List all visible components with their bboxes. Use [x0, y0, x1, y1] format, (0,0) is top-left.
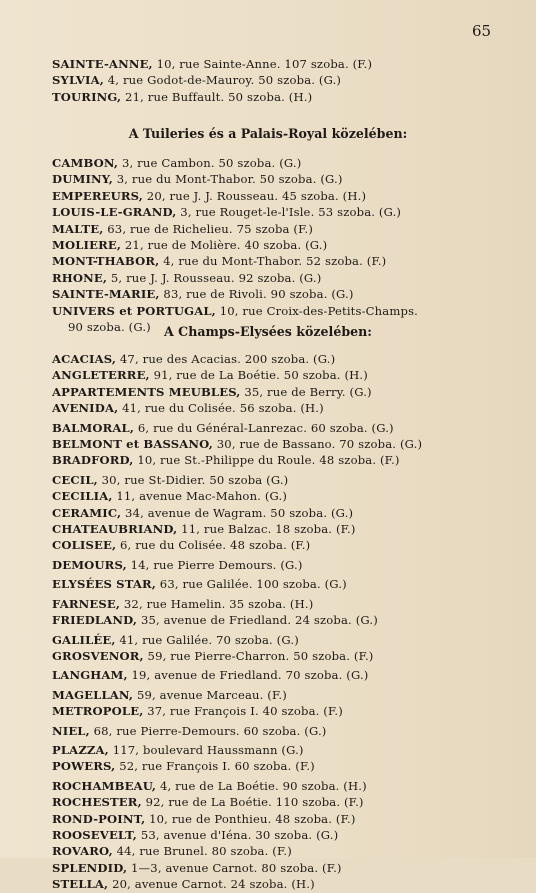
hotel-name: ROND-POINT,: [52, 811, 146, 826]
hotel-entry: [52, 351, 492, 367]
hotel-details: 68, rue Pierre-Demours. 60 szoba. (G.): [89, 723, 327, 738]
hotel-entry: [52, 188, 492, 204]
hotel-entry: [52, 367, 492, 383]
hotel-entry: [52, 420, 492, 436]
hotel-name: MONT-THABOR,: [52, 254, 160, 269]
hotel-details: 63, rue de Richelieu. 75 szoba (F.): [103, 221, 314, 236]
hotel-details: 4, rue du Mont-Thabor. 52 szoba. (F.): [159, 254, 387, 269]
hotel-details: 20, avenue Carnot. 24 szoba. (H.): [108, 877, 315, 892]
hotel-list-champs-elysees: [52, 351, 492, 893]
hotel-details: 11, avenue Mac-Mahon. (G.): [112, 489, 288, 504]
hotel-name: BALMORAL,: [52, 420, 135, 435]
hotel-details: 21, rue Buffault. 50 szoba. (H.): [121, 89, 313, 104]
hotel-entry: [52, 537, 492, 553]
hotel-entry: [52, 171, 492, 187]
hotel-name: ROCHAMBEAU,: [52, 778, 157, 793]
hotel-name: EMPEREURS,: [52, 188, 143, 203]
hotel-entry: [52, 436, 492, 452]
hotel-name: GALILÉE,: [52, 632, 116, 647]
hotel-name: ANGLETERRE,: [52, 368, 150, 383]
hotel-entry: [52, 270, 492, 286]
hotel-name: CAMBON,: [52, 156, 119, 170]
hotel-name: ACACIAS,: [52, 352, 117, 366]
hotel-details: 30, rue de Bassano. 70 szoba. (G.): [212, 437, 423, 452]
hotel-details: 37, rue François I. 40 szoba. (F.): [143, 704, 343, 719]
hotel-entry: [52, 505, 492, 521]
hotel-details: 11, rue Balzac. 18 szoba. (F.): [177, 522, 356, 537]
hotel-details: 41, rue Galilée. 70 szoba. (G.): [115, 632, 299, 647]
hotel-entry: [52, 89, 492, 105]
hotel-details: 52, rue François I. 60 szoba. (F.): [115, 759, 315, 774]
hotel-entry: [52, 648, 492, 664]
hotel-name: ROOSEVELT,: [52, 827, 137, 842]
hotel-details: 90 szoba. (G.): [68, 320, 151, 335]
section-heading-champs-elysees: A Champs-Elysées közelében:: [164, 324, 372, 339]
hotel-details: 53, avenue d'Iéna. 30 szoba. (G.): [136, 827, 339, 842]
hotel-details: 35, avenue de Friedland. 24 szoba. (G.): [137, 613, 378, 628]
hotel-details: 4, rue de La Boétie. 90 szoba. (H.): [156, 778, 367, 793]
hotel-name: LOUIS-LE-GRAND,: [52, 205, 177, 220]
hotel-name: AVENIDA,: [52, 401, 119, 416]
hotel-details: 34, avenue de Wagram. 50 szoba. (G.): [121, 505, 354, 520]
hotel-entry: [52, 286, 492, 302]
hotel-entry: [52, 521, 492, 537]
hotel-name: FARNESE,: [52, 596, 121, 611]
hotel-name: TOURING,: [52, 89, 122, 104]
hotel-name: ROCHESTER,: [52, 795, 142, 810]
hotel-entry: [52, 303, 492, 319]
page-number: 65: [472, 22, 492, 40]
hotel-entry: [52, 778, 492, 794]
hotel-entry: [52, 472, 492, 488]
hotel-details: 35, rue de Berry. (G.): [240, 384, 372, 399]
section-heading-tuileries: A Tuileries és a Palais-Royal közelében:: [128, 126, 408, 141]
hotel-name: DUMINY,: [52, 172, 113, 187]
hotel-entry: [52, 204, 492, 220]
hotel-name: MAGELLAN,: [52, 687, 134, 702]
hotel-entry: [52, 794, 492, 810]
hotel-details: 14, rue Pierre Demours. (G.): [126, 557, 303, 572]
hotel-details: 63, rue Galilée. 100 szoba. (G.): [155, 577, 347, 592]
hotel-entry: [52, 687, 492, 703]
hotel-details: 5, rue J. J. Rousseau. 92 szoba. (G.): [107, 270, 322, 285]
hotel-details: 10, rue St.-Philippe du Roule. 48 szoba. (F.): [133, 453, 400, 468]
hotel-details: 83, rue de Rivoli. 90 szoba. (G.): [159, 287, 354, 302]
hotel-entry: [52, 667, 492, 683]
hotel-name: SPLENDID,: [52, 860, 128, 875]
hotel-name: SYLVIA,: [52, 73, 104, 88]
hotel-name: POWERS,: [52, 759, 116, 774]
hotel-name: COLISEE,: [52, 538, 117, 553]
hotel-name: APPARTEMENTS MEUBLES,: [52, 384, 241, 399]
hotel-name: UNIVERS et PORTUGAL,: [52, 303, 216, 318]
hotel-name: RHONE,: [52, 270, 108, 285]
hotel-details: 32, rue Hamelin. 35 szoba. (H.): [120, 596, 314, 611]
hotel-entry: [52, 827, 492, 843]
hotel-details: 3, rue Rouget-le-l'Isle. 53 szoba. (G.): [176, 205, 402, 220]
hotel-details: 1—3, avenue Carnot. 80 szoba. (F.): [127, 860, 342, 875]
hotel-entry: [52, 237, 492, 253]
hotel-entry: [52, 253, 492, 269]
hotel-entry: [52, 612, 492, 628]
hotel-details: 59, avenue Marceau. (F.): [133, 687, 287, 702]
hotel-name: CECIL,: [52, 472, 98, 487]
hotel-details: 3, rue Cambon. 50 szoba. (G.): [118, 156, 302, 170]
hotel-details: 10, rue Croix-des-Petits-Champs.: [215, 303, 419, 318]
hotel-name: CECILIA,: [52, 489, 113, 504]
hotel-name: ROVARO,: [52, 844, 113, 859]
hotel-entry: [52, 384, 492, 400]
hotel-name: SAINTE-MARIE,: [52, 287, 160, 302]
hotel-entry: [52, 860, 492, 876]
hotel-details: 3, rue du Mont-Thabor. 50 szoba. (G.): [112, 172, 343, 187]
hotel-entry: [52, 72, 492, 88]
hotel-entry: [52, 758, 492, 774]
hotel-details: 47, rue des Acacias. 200 szoba. (G.): [116, 352, 336, 366]
hotel-entry: [52, 452, 492, 468]
hotel-entry: [52, 155, 492, 171]
hotel-name: SAINTE-ANNE,: [52, 57, 153, 71]
hotel-details: 10, rue Sainte-Anne. 107 szoba. (F.): [152, 57, 373, 71]
hotel-name: ELYSÉES STAR,: [52, 577, 156, 592]
hotel-details: 117, boulevard Haussmann (G.): [108, 742, 304, 757]
hotel-name: NIEL,: [52, 723, 90, 738]
hotel-details: 59, rue Pierre-Charron. 50 szoba. (F.): [143, 648, 374, 663]
hotel-entry: [52, 400, 492, 416]
hotel-entry: [52, 488, 492, 504]
hotel-name: LANGHAM,: [52, 668, 128, 683]
hotel-name: BELMONT et BASSANO,: [52, 437, 213, 452]
hotel-entry: [52, 221, 492, 237]
hotel-entry: [52, 843, 492, 859]
hotel-entry: [52, 576, 492, 592]
hotel-entry: [52, 811, 492, 827]
hotel-entry: [52, 557, 492, 573]
hotel-details: 20, rue J. J. Rousseau. 45 szoba. (H.): [142, 188, 367, 203]
hotel-name: METROPOLE,: [52, 704, 144, 719]
hotel-details: 21, rue de Molière. 40 szoba. (G.): [121, 238, 328, 253]
hotel-entry: [52, 876, 492, 892]
hotel-details: 41, rue du Colisée. 56 szoba. (H.): [118, 401, 324, 416]
hotel-details: 4, rue Godot-de-Mauroy. 50 szoba. (G.): [103, 73, 342, 88]
hotel-details: 6, rue du Général-Lanrezac. 60 szoba. (G.): [134, 420, 394, 435]
hotel-name: CERAMIC,: [52, 505, 122, 520]
hotel-name: DEMOURS,: [52, 557, 127, 572]
hotel-details: 91, rue de La Boétie. 50 szoba. (H.): [149, 368, 368, 383]
hotel-name: STELLA,: [52, 877, 109, 892]
hotel-details: 44, rue Brunel. 80 szoba. (F.): [112, 844, 292, 859]
hotel-name: PLAZZA,: [52, 742, 109, 757]
hotel-entry: [52, 596, 492, 612]
hotel-details: 10, rue de Ponthieu. 48 szoba. (F.): [145, 811, 356, 826]
hotel-entry: [52, 742, 492, 758]
hotel-name: CHATEAUBRIAND,: [52, 522, 178, 537]
hotel-name: MALTE,: [52, 221, 104, 236]
hotel-details: 92, rue de La Boétie. 110 szoba. (F.): [141, 795, 364, 810]
hotel-name: BRADFORD,: [52, 453, 134, 468]
hotel-entry: [52, 632, 492, 648]
hotel-entry: [52, 703, 492, 719]
hotel-details: 6, rue du Colisée. 48 szoba. (F.): [116, 538, 311, 553]
hotel-list-top: [52, 56, 492, 105]
hotel-details: 19, avenue de Friedland. 70 szoba. (G.): [127, 668, 369, 683]
hotel-name: MOLIERE,: [52, 238, 122, 253]
hotel-entry: [52, 723, 492, 739]
hotel-list-tuileries: [52, 155, 492, 335]
hotel-name: FRIEDLAND,: [52, 613, 138, 628]
hotel-entry: [52, 56, 492, 72]
hotel-details: 30, rue St-Didier. 50 szoba (G.): [97, 472, 289, 487]
hotel-name: GROSVENOR,: [52, 648, 144, 663]
